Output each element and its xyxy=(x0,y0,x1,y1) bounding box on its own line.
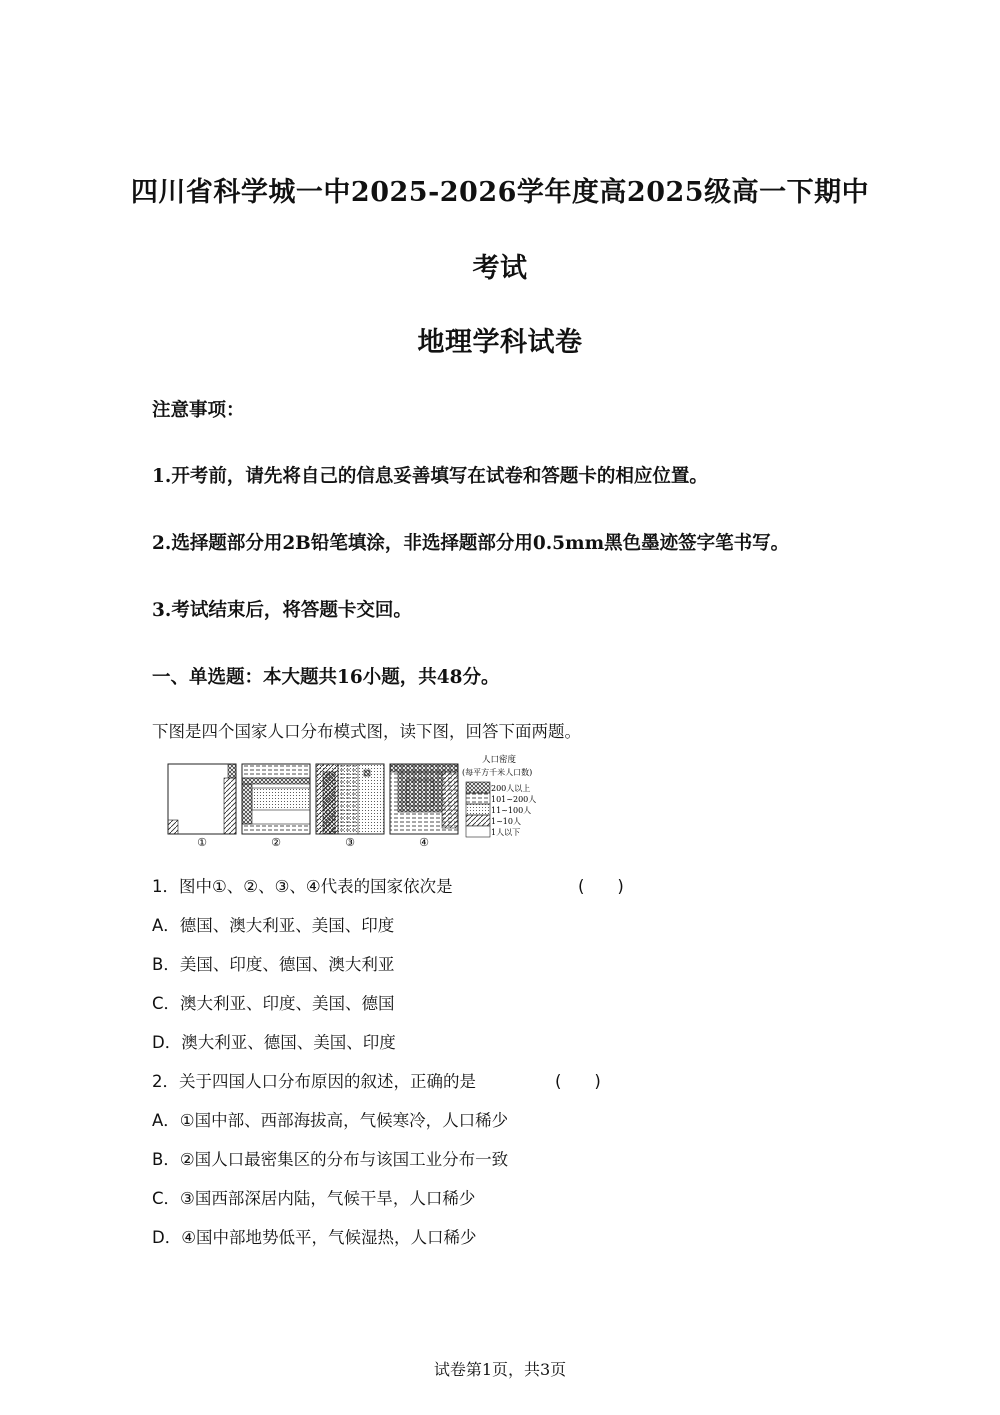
question-2-answer-blank: ( ) xyxy=(555,1072,601,1091)
legend-item-4: 1~10人 xyxy=(491,817,521,826)
legend-item-3: 11~100人 xyxy=(491,806,532,815)
subject-title: 地理学科试卷 xyxy=(417,327,583,358)
section-intro: 下图是四个国家人口分布模式图，读下图，回答下面两题。 xyxy=(152,722,581,741)
legend-swatch-1 xyxy=(466,782,490,793)
question-1-stem: 1．图中①、②、③、④代表的国家依次是 xyxy=(152,877,453,896)
panel-1-label: ① xyxy=(197,836,207,849)
question-2-option-d: D．④国中部地势低平，气候湿热，人口稀少 xyxy=(152,1228,477,1247)
exam-title-line2: 考试 xyxy=(472,253,528,284)
question-1-option-a: A．德国、澳大利亚、美国、印度 xyxy=(152,916,395,935)
panel-2-label: ② xyxy=(271,836,281,849)
legend-swatch-5 xyxy=(466,826,490,837)
panel-4-label: ④ xyxy=(419,836,429,849)
question-2-option-c: C．③国西部深居内陆，气候干旱，人口稀少 xyxy=(152,1189,476,1208)
legend-title: 人口密度 xyxy=(482,755,517,765)
legend-subtitle: (每平方千米人口数) xyxy=(462,768,533,777)
notice-heading: 注意事项： xyxy=(152,400,245,421)
question-1-option-d: D．澳大利亚、德国、美国、印度 xyxy=(152,1033,396,1052)
panel-4-map xyxy=(390,764,458,834)
legend-item-1: 200人以上 xyxy=(491,784,531,793)
question-2-option-b: B．②国人口最密集区的分布与该国工业分布一致 xyxy=(152,1150,509,1169)
exam-title-line1: 四川省科学城一中2025-2026学年度高2025级高一下期中 xyxy=(130,177,870,208)
notice-item-2: 2.选择题部分用2B铅笔填涂，非选择题部分用0.5mm黑色墨迹签字笔书写。 xyxy=(152,533,790,554)
question-1-option-c: C．澳大利亚、印度、美国、德国 xyxy=(152,994,395,1013)
legend-swatch-4 xyxy=(466,815,490,826)
legend-swatch-2 xyxy=(466,793,490,804)
panel-3-map xyxy=(316,764,384,834)
panel-2-map xyxy=(242,764,310,834)
question-2-option-a: A．①国中部、西部海拔高，气候寒冷，人口稀少 xyxy=(152,1111,509,1130)
question-1-answer-blank: ( ) xyxy=(578,877,624,896)
page-footer: 试卷第1页，共3页 xyxy=(433,1360,567,1379)
notice-item-3: 3.考试结束后，将答题卡交回。 xyxy=(152,600,412,621)
question-2-stem: 2．关于四国人口分布原因的叙述，正确的是 xyxy=(152,1072,476,1091)
panel-1-map xyxy=(168,764,236,834)
legend xyxy=(462,754,536,837)
notice-item-1: 1.开考前，请先将自己的信息妥善填写在试卷和答题卡的相应位置。 xyxy=(152,466,708,487)
question-1-option-b: B．美国、印度、德国、澳大利亚 xyxy=(152,955,395,974)
legend-item-2: 101~200人 xyxy=(491,795,537,804)
legend-swatch-3 xyxy=(466,804,490,815)
population-distribution-figure xyxy=(166,752,558,852)
legend-item-5: 1人以下 xyxy=(491,828,521,837)
panel-3-label: ③ xyxy=(345,836,355,849)
section-heading: 一、单选题：本大题共16小题，共48分。 xyxy=(152,667,500,688)
